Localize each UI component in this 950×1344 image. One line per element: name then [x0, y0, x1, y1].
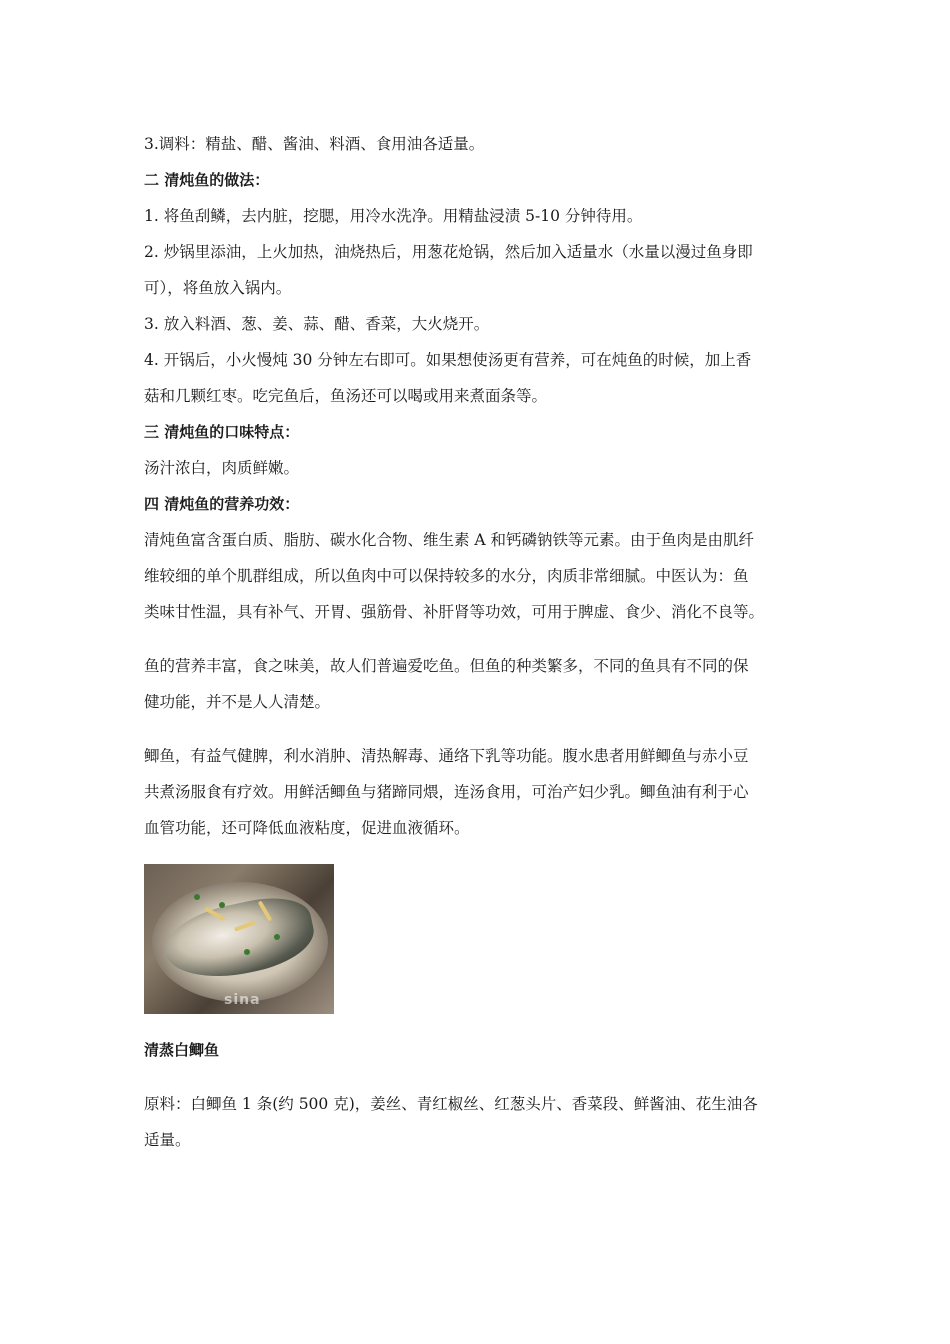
step-4-line-1: 4. 开锅后，小火慢炖 30 分钟左右即可。如果想使汤更有营养，可在炖鱼的时候，加上香	[144, 351, 752, 369]
steamed-fish-photo	[144, 864, 334, 1014]
nutrition-heading: 四 清炖鱼的营养功效：	[144, 495, 300, 513]
seasoning-line: 3.调料：精盐、醋、酱油、料酒、食用油各适量。	[144, 135, 485, 153]
paragraph-gap	[144, 1014, 810, 1032]
paragraph-gap	[144, 720, 810, 738]
document-page	[144, 126, 810, 1158]
step-2-line-1: 2. 炒锅里添油，上火加热，油烧热后，用葱花炝锅，然后加入适量水（水量以漫过鱼身即	[144, 243, 753, 261]
fish-nutrition-line-1: 鱼的营养丰富，食之味美，故人们普遍爱吃鱼。但鱼的种类繁多，不同的鱼具有不同的保	[144, 657, 749, 675]
taste-text: 汤汁浓白，肉质鲜嫩。	[144, 459, 300, 477]
ingredients-line-1: 原料：白鲫鱼 1 条(约 500 克)，姜丝、青红椒丝、红葱头片、香菜段、鲜酱油、花生油各	[144, 1095, 758, 1113]
herb-dot	[274, 934, 280, 940]
recipe-title: 清蒸白鲫鱼	[144, 1041, 220, 1059]
crucian-line-1: 鲫鱼，有益气健脾，利水消肿、清热解毒、通络下乳等功能。腹水患者用鲜鲫鱼与赤小豆	[144, 747, 749, 765]
ingredients-line-2: 适量。	[144, 1131, 191, 1149]
nutrition-line-2: 维较细的单个肌群组成，所以鱼肉中可以保持较多的水分，肉质非常细腻。中医认为：鱼	[144, 567, 749, 585]
nutrition-line-3: 类味甘性温，具有补气、开胃、强筋骨、补肝肾等功效，可用于脾虚、食少、消化不良等。	[144, 603, 765, 621]
step-1: 1. 将鱼刮鳞，去内脏，挖腮，用冷水洗净。用精盐浸渍 5-10 分钟待用。	[144, 207, 643, 225]
herb-dot	[219, 902, 225, 908]
method-heading: 二 清炖鱼的做法：	[144, 171, 270, 189]
paragraph-gap	[144, 630, 810, 648]
taste-heading: 三 清炖鱼的口味特点：	[144, 423, 300, 441]
step-2-line-2: 可），将鱼放入锅内。	[144, 279, 292, 297]
paragraph-gap	[144, 1068, 810, 1086]
fish-nutrition-line-2: 健功能，并不是人人清楚。	[144, 693, 331, 711]
photo-watermark: sina	[224, 992, 261, 1008]
crucian-line-3: 血管功能，还可降低血液粘度，促进血液循环。	[144, 819, 470, 837]
step-3: 3. 放入料酒、葱、姜、蒜、醋、香菜，大火烧开。	[144, 315, 490, 333]
nutrition-line-1: 清炖鱼富含蛋白质、脂肪、碳水化合物、维生素 A 和钙磷钠铁等元素。由于鱼肉是由肌纤	[144, 531, 755, 549]
step-4-line-2: 菇和几颗红枣。吃完鱼后，鱼汤还可以喝或用来煮面条等。	[144, 387, 548, 405]
herb-dot	[244, 949, 250, 955]
herb-dot	[194, 894, 200, 900]
crucian-line-2: 共煮汤服食有疗效。用鲜活鲫鱼与猪蹄同煨，连汤食用，可治产妇少乳。鲫鱼油有利于心	[144, 783, 749, 801]
